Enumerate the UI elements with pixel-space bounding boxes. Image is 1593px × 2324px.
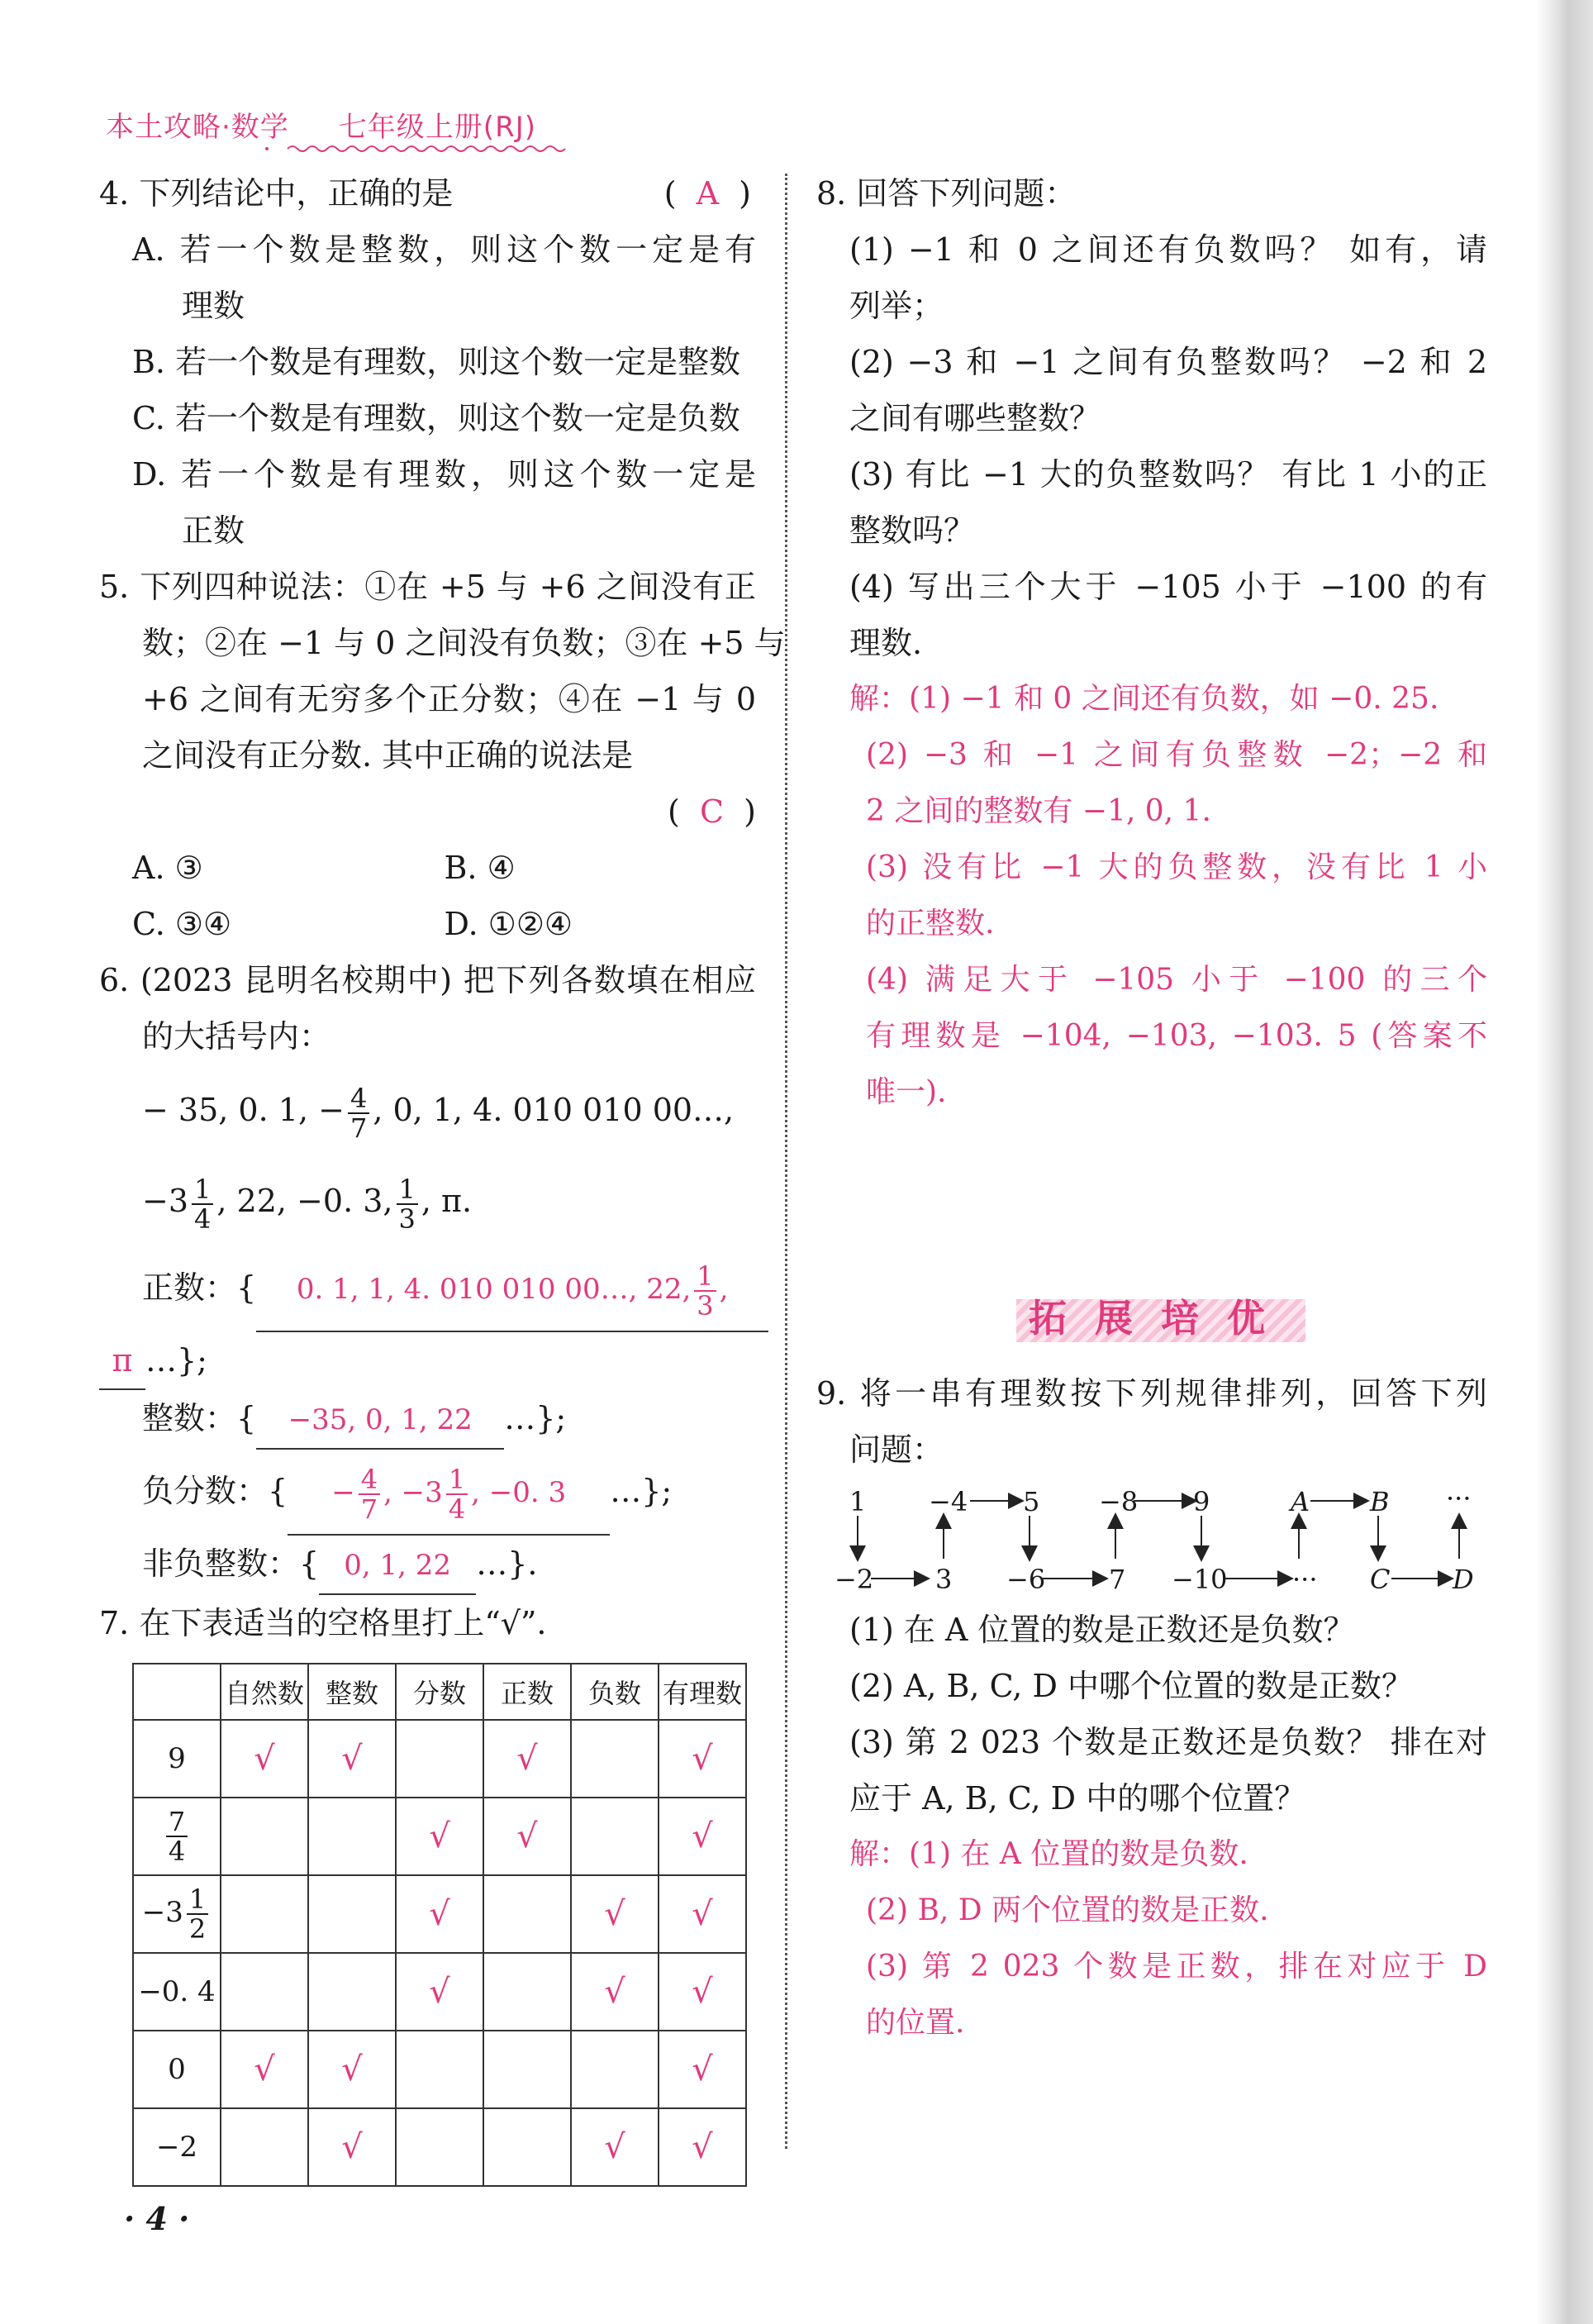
q6-nonneg-label: 非负整数：{	[142, 1545, 320, 1582]
q6-integer-answer: −35, 0, 1, 22	[256, 1392, 504, 1450]
q8-solution-7: 有理数是 −104, −103, −103. 5 (答案不	[866, 1019, 1487, 1053]
q8-solution-5: 的正整数.	[866, 907, 995, 941]
q8-line-2: (1) −1 和 0 之间还有负数吗？ 如有，请	[849, 231, 1487, 268]
q8-solution-3: 2 之间的整数有 −1, 0, 1.	[866, 794, 1211, 828]
q6-negfrac-part: −	[331, 1476, 355, 1509]
check-cell	[308, 1953, 396, 2031]
seq-bottom-D: D	[1453, 1564, 1474, 1595]
q7-stem: 7. 在下表适当的空格里打上“√”.	[99, 1605, 547, 1641]
check-cell: √	[308, 2108, 396, 2186]
q4-option-a: A. 若一个数是整数，则这个数一定是有	[132, 231, 756, 268]
fraction-denominator: 3	[398, 1202, 416, 1235]
q4-option-d: D. 若一个数是有理数，则这个数一定是	[132, 456, 756, 493]
q6-suffix: …};	[610, 1473, 673, 1509]
q4-answer-box: ( A )	[663, 175, 756, 212]
row-label: 0	[133, 2031, 221, 2108]
q5-options-row-1	[99, 840, 756, 896]
check-cell: √	[571, 2108, 659, 2186]
table-row	[133, 2108, 746, 2186]
q8-line-5: 之间有哪些整数？	[849, 400, 1101, 436]
check-cell	[483, 2031, 571, 2108]
check-cell	[396, 2108, 483, 2186]
q7-number-table	[132, 1663, 747, 2187]
q9-line-1: 9. 将一串有理数按下列规律排列，回答下列	[816, 1375, 1487, 1412]
q6-negfrac-blank	[288, 1451, 610, 1536]
table-row	[133, 2031, 746, 2108]
seq-bottom-1: −2	[835, 1564, 874, 1595]
check-cell	[221, 2108, 308, 2186]
row-label: 9	[133, 1720, 221, 1798]
fraction-denominator: 7	[350, 1112, 368, 1144]
check-cell: √	[396, 1875, 483, 1953]
fraction-numerator: 1	[397, 1175, 418, 1205]
fraction-denominator: 4	[168, 1836, 186, 1867]
q6-integer-line	[99, 1390, 756, 1450]
q4-option-c: C. 若一个数是有理数，则这个数一定是负数	[132, 400, 740, 436]
q5-option-d: D. ①②④	[444, 906, 573, 942]
row-label	[133, 1875, 221, 1953]
question-8	[816, 165, 1487, 1121]
check-cell	[483, 1953, 571, 2031]
check-cell	[571, 1798, 659, 1875]
page-edge-shadow	[1535, 0, 1593, 2324]
check-cell: √	[659, 2108, 746, 2186]
fraction-denominator: 3	[697, 1290, 714, 1322]
q4-option-b: B. 若一个数是有理数，则这个数一定是整数	[132, 344, 741, 380]
fraction-numerator: 1	[192, 1175, 213, 1205]
check-cell: √	[483, 1720, 571, 1798]
check-cell: √	[221, 1720, 308, 1798]
fraction-4-7	[359, 1465, 380, 1523]
q6-positive-answer-pi: π	[99, 1332, 145, 1390]
table-header-cell: 自然数	[221, 1664, 308, 1720]
q5-option-c: C. ③④	[132, 906, 232, 942]
q6-positive-line	[99, 1246, 756, 1332]
fraction-denominator: 2	[188, 1913, 207, 1945]
check-cell: √	[659, 1953, 746, 2031]
q8-line-3: 列举；	[849, 288, 944, 324]
q8-solution-4: (3) 没有比 −1 大的负整数，没有比 1 小	[866, 850, 1487, 884]
check-cell: √	[571, 1875, 659, 1953]
table-header-cell: 正数	[483, 1664, 571, 1720]
q4-stem: 4. 下列结论中，正确的是	[99, 175, 454, 212]
table-header-cell: 分数	[396, 1664, 483, 1720]
q6-suffix: …};	[145, 1342, 207, 1379]
q5-line-2: 数；②在 −1 与 0 之间没有负数；③在 +5 与	[142, 625, 786, 661]
q8-solution-1: 解：(1) −1 和 0 之间还有负数，如 −0. 25.	[849, 682, 1439, 716]
q6-positive-line-2	[99, 1332, 756, 1390]
check-cell	[571, 2031, 659, 2108]
section-title-text: 拓展培优	[1029, 1296, 1293, 1341]
left-column	[99, 165, 786, 2187]
fraction-1-3	[397, 1175, 418, 1233]
question-7	[99, 1595, 756, 2187]
q6-nums-part: , π.	[421, 1183, 473, 1219]
table-row	[133, 1798, 746, 1875]
q6-positive-label: 正数：{	[142, 1269, 257, 1306]
q8-solution-8: 唯一).	[866, 1075, 947, 1109]
seq-top-2: −4	[929, 1486, 968, 1517]
fraction-1-3	[694, 1262, 716, 1320]
seq-top-1: 1	[849, 1486, 867, 1517]
q8-line-8: (4) 写出三个大于 −105 小于 −100 的有	[849, 569, 1487, 605]
table-row	[133, 1720, 746, 1798]
page-number: · 4 ·	[124, 2200, 190, 2237]
check-cell: √	[396, 1798, 483, 1875]
seq-top-4: −8	[1099, 1486, 1139, 1517]
q5-option-a: A. ③	[132, 850, 203, 886]
q6-negfrac-part: , −3	[383, 1476, 443, 1509]
seq-bottom-C: C	[1370, 1564, 1391, 1595]
q5-answer: C	[699, 793, 725, 830]
q5-line-1: 5. 下列四种说法：①在 +5 与 +6 之间没有正	[99, 569, 756, 605]
q8-solution-6: (4) 满足大于 −105 小于 −100 的三个	[866, 963, 1487, 997]
fraction-numerator: 1	[694, 1262, 716, 1292]
fraction-numerator: 4	[348, 1084, 369, 1114]
q6-line-2: 的大括号内：	[142, 1018, 331, 1055]
row-label: −2	[133, 2108, 221, 2186]
q9-solution-4: 的位置.	[866, 2006, 965, 2040]
check-cell: √	[659, 1875, 746, 1953]
table-header-cell: 整数	[308, 1664, 396, 1720]
q6-nums-part: −3	[142, 1183, 189, 1219]
q5-option-b: B. ④	[444, 850, 516, 886]
q9-line-2: 问题：	[849, 1431, 944, 1468]
q8-line-9: 理数.	[849, 625, 923, 661]
question-4	[99, 165, 756, 559]
fraction-numerator: 1	[187, 1885, 208, 1915]
fraction-denominator: 4	[194, 1202, 212, 1235]
check-cell: √	[659, 1720, 746, 1798]
check-cell	[221, 1875, 308, 1953]
header-wave-underline	[106, 144, 577, 154]
q6-positive-blank: 0. 1, 1, 4. 010 010 00…, 22, $\frac{1}{3}$ ,	[256, 1248, 768, 1332]
q4-stem-line	[99, 165, 756, 221]
running-header	[106, 104, 536, 145]
seq-top-5: 9	[1193, 1486, 1210, 1517]
check-cell	[483, 1875, 571, 1953]
q6-nums-part: , 22, −0. 3,	[216, 1183, 393, 1219]
q5-line-3: +6 之间有无穷多个正分数；④在 −1 与 0	[142, 681, 756, 717]
table-row	[133, 1953, 746, 2031]
seq-top-B: B	[1370, 1486, 1390, 1517]
table-header-cell: 负数	[571, 1664, 659, 1720]
q6-nonneg-line	[99, 1536, 756, 1595]
fraction-numerator: 4	[359, 1465, 380, 1495]
q4-answer: A	[696, 175, 725, 212]
seq-bottom-5: −10	[1172, 1564, 1228, 1595]
check-cell: √	[659, 2031, 746, 2108]
q9-question-3-cont: 应于 A, B, C, D 中的哪个位置？	[849, 1780, 1306, 1817]
q6-negfrac-label: 负分数：{	[142, 1473, 288, 1509]
seq-bottom-4: 7	[1109, 1564, 1126, 1595]
fraction-1-4	[192, 1175, 213, 1233]
q9-question-2: (2) A, B, C, D 中哪个位置的数是正数？	[849, 1668, 1414, 1704]
question-5	[99, 559, 786, 952]
section-title-banner	[1016, 1289, 1305, 1347]
right-column	[816, 165, 1487, 1121]
q8-solution-2: (2) −3 和 −1 之间有负整数 −2；−2 和	[866, 738, 1487, 772]
q5-options-row-2	[99, 896, 756, 952]
question-9	[816, 1365, 1487, 2051]
check-cell	[221, 1798, 308, 1875]
mixed-whole: −3	[141, 1896, 183, 1929]
q6-nums-part: , 0, 1, 4. 010 010 00…,	[373, 1092, 735, 1128]
check-cell: √	[396, 1953, 483, 2031]
q9-solution-2: (2) B, D 两个位置的数是正数.	[866, 1893, 1269, 1927]
q5-line-4: 之间没有正分数. 其中正确的说法是	[142, 737, 634, 774]
q9-sequence-diagram	[835, 1483, 1474, 1598]
fraction-denominator: 7	[360, 1493, 378, 1525]
q6-negfrac-line	[99, 1450, 756, 1536]
q6-numbers-line-2	[99, 1155, 756, 1246]
check-cell: √	[308, 2031, 396, 2108]
q6-nums-part: − 35, 0. 1, −	[142, 1092, 345, 1128]
check-cell	[308, 1875, 396, 1953]
seq-bottom-3: −6	[1006, 1564, 1046, 1595]
q9-question-3: (3) 第 2 023 个数是正数还是负数？ 排在对	[849, 1724, 1487, 1760]
q6-line-1: 6. (2023 昆明名校期中) 把下列各数填在相应	[99, 962, 756, 998]
check-cell	[396, 2031, 483, 2108]
q5-answer-box: ( C )	[667, 793, 756, 830]
q6-end-suffix: …}.	[476, 1545, 538, 1582]
q9-solution-3: (3) 第 2 023 个数是正数，排在对应于 D	[866, 1950, 1487, 1983]
table-row	[133, 1875, 746, 1953]
fraction-numerator: 1	[446, 1465, 468, 1495]
q6-nonneg-answer: 0, 1, 22	[319, 1537, 476, 1595]
q4-option-a-cont: 理数	[182, 288, 245, 324]
q6-negfrac-part: , −0. 3	[471, 1476, 567, 1509]
seq-top-3: 5	[1023, 1486, 1040, 1517]
header-title: 本土攻略·数学	[106, 111, 289, 144]
check-cell: √	[308, 1720, 396, 1798]
check-cell	[571, 1720, 659, 1798]
fraction-4-7	[348, 1084, 369, 1142]
fraction-numerator: 7	[166, 1807, 188, 1837]
q8-line-7: 整数吗？	[849, 512, 976, 549]
q9-question-1: (1) 在 A 位置的数是正数还是负数？	[849, 1612, 1355, 1648]
check-cell: √	[483, 1798, 571, 1875]
fraction-1-4	[446, 1465, 468, 1523]
seq-top-dots: ···	[1446, 1483, 1472, 1514]
table-header-row	[133, 1664, 746, 1720]
q8-line-1: 8. 回答下列问题：	[816, 175, 1077, 212]
q6-integer-label: 整数：{	[142, 1400, 257, 1436]
seq-top-A: A	[1291, 1486, 1310, 1517]
q8-line-6: (3) 有比 −1 大的负整数吗？ 有比 1 小的正	[849, 456, 1487, 493]
q6-positive-answer: 0. 1, 1, 4. 010 010 00…, 22,	[296, 1273, 692, 1306]
check-cell	[483, 2108, 571, 2186]
question-6	[99, 952, 756, 1595]
row-label: −0. 4	[133, 1953, 221, 2031]
seq-bottom-2: 3	[935, 1564, 953, 1595]
check-cell: √	[571, 1953, 659, 2031]
fraction-1-2	[187, 1885, 208, 1943]
q4-option-d-cont: 正数	[182, 512, 245, 549]
column-divider	[785, 174, 787, 2149]
q6-numbers-line-1	[99, 1064, 756, 1155]
table-header-cell	[133, 1664, 221, 1720]
header-subtitle: 七年级上册(RJ)	[338, 111, 536, 144]
seq-bottom-dots: ···	[1292, 1564, 1318, 1595]
q8-line-4: (2) −3 和 −1 之间有负整数吗？ −2 和 2	[849, 344, 1487, 380]
q9-solution-1: 解：(1) 在 A 位置的数是负数.	[849, 1837, 1248, 1871]
check-cell	[308, 1798, 396, 1875]
q6-suffix: …};	[504, 1400, 567, 1436]
check-cell	[221, 1953, 308, 2031]
fraction-denominator: 4	[448, 1493, 466, 1525]
row-label	[133, 1798, 221, 1875]
check-cell: √	[659, 1798, 746, 1875]
check-cell: √	[221, 2031, 308, 2108]
fraction-7-4	[166, 1807, 188, 1865]
table-header-cell: 有理数	[659, 1664, 746, 1720]
check-cell	[396, 1720, 483, 1798]
